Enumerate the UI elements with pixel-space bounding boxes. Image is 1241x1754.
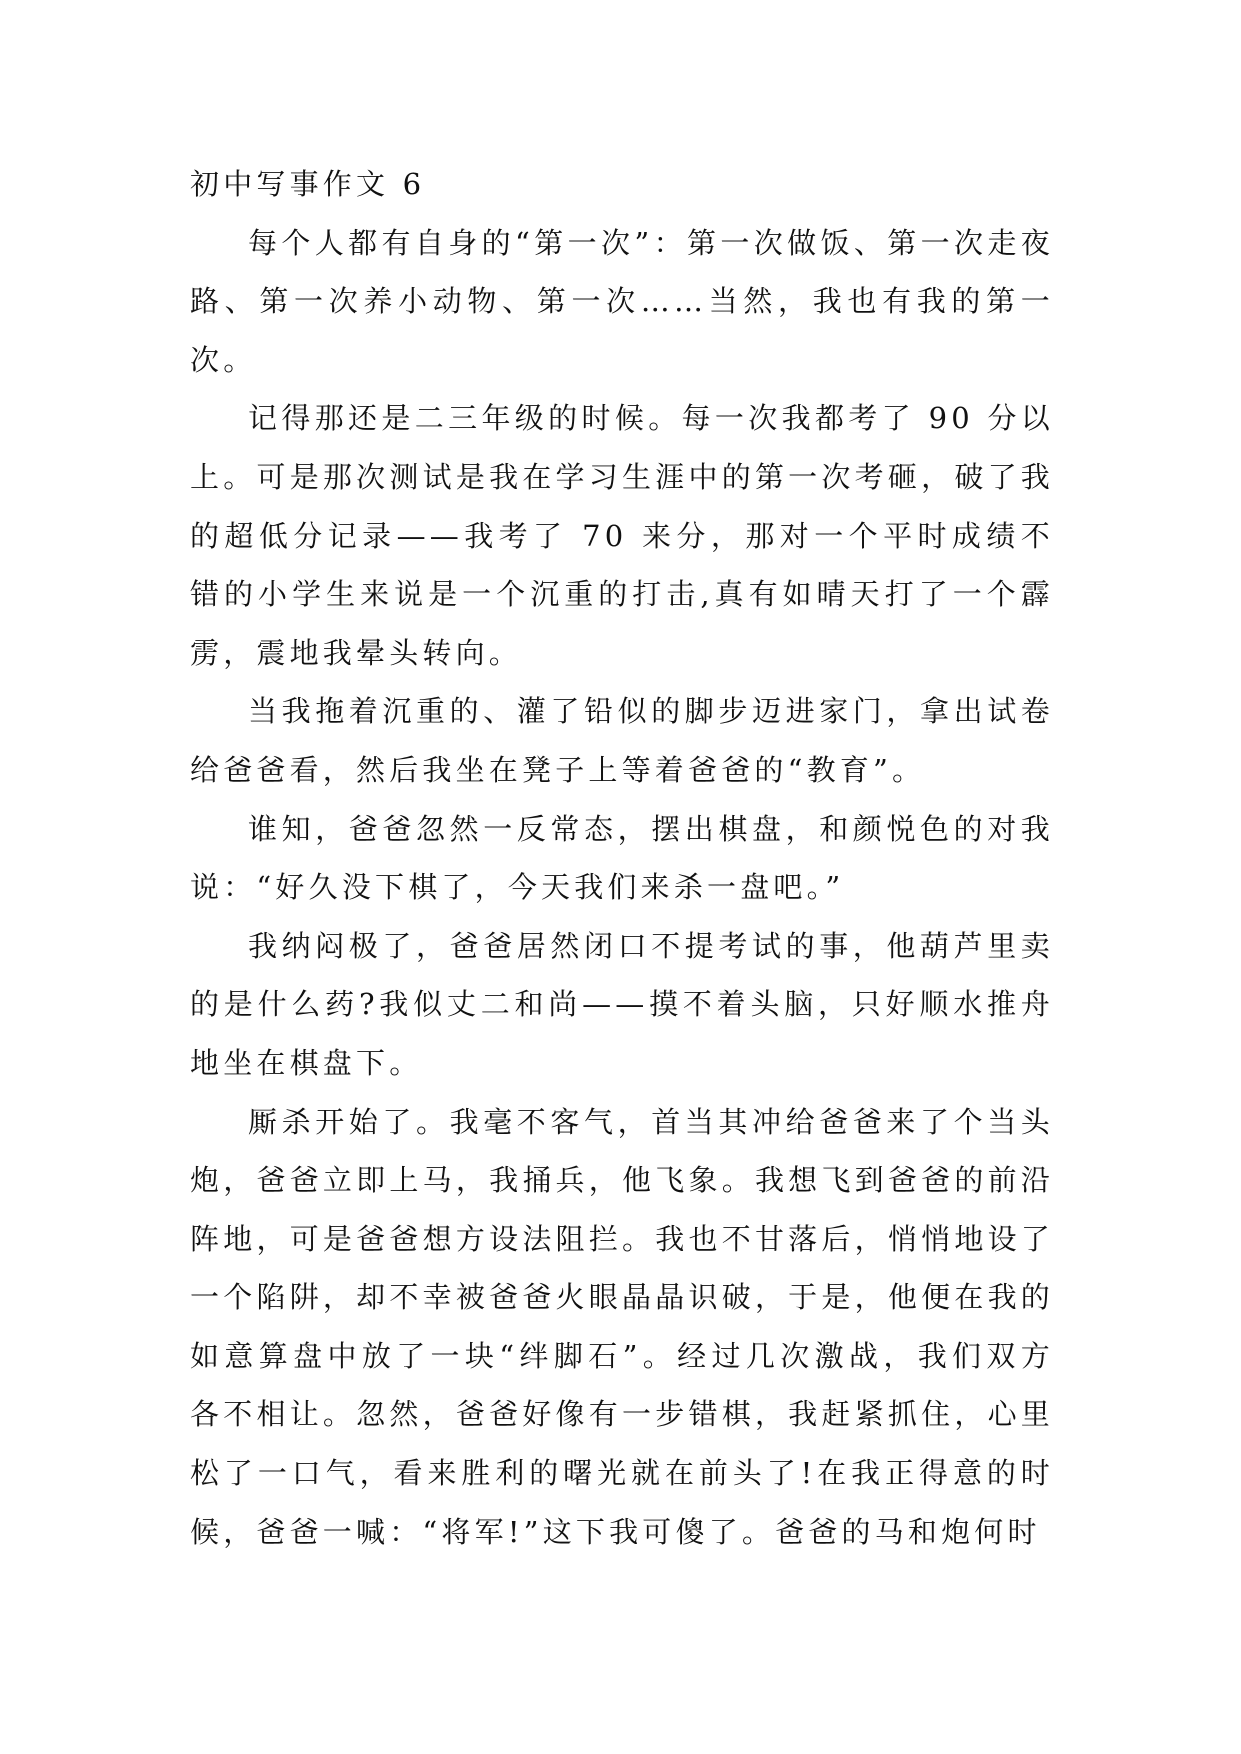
document-title: 初中写事作文 6 [190,167,426,201]
paragraph-2: 记得那还是二三年级的时候。每一次我都考了 90 分以上。可是那次测试是我在学习生涯中的第一次考砸，破了我的超低分记录——我考了 70 来分，那对一个平时成绩不错的小学生来说是一个沉重的打击,真有如晴天打了一个霹雳，震地我晕头转向。 [190,401,1054,670]
paragraph-6: 厮杀开始了。我毫不客气，首当其冲给爸爸来了个当头炮，爸爸立即上马，我捅兵，他飞象。我想飞到爸爸的前沿阵地，可是爸爸想方设法阻拦。我也不甘落后，悄悄地设了一个陷阱，却不幸被爸爸火眼晶晶识破，于是，他便在我的如意算盘中放了一块“绊脚石”。经过几次激战，我们双方各不相让。忽然，爸爸好像有一步错棋，我赶紧抓住，心里松了一口气，看来胜利的曙光就在前头了!在我正得意的时候，爸爸一喊：“将军!”这下我可傻了。爸爸的马和炮何时 [190,1104,1054,1549]
paragraph-1: 每个人都有自身的“第一次”：第一次做饭、第一次走夜路、第一次养小动物、第一次……当然，我也有我的第一次。 [190,225,1054,377]
document-body [190,155,1054,1561]
paragraph-3: 当我拖着沉重的、灌了铅似的脚步迈进家门，拿出试卷给爸爸看，然后我坐在凳子上等着爸爸的“教育”。 [190,694,1054,787]
paragraph-4: 谁知，爸爸忽然一反常态，摆出棋盘，和颜悦色的对我说：“好久没下棋了，今天我们来杀一盘吧。” [190,811,1054,905]
paragraph-5: 我纳闷极了，爸爸居然闭口不提考试的事，他葫芦里卖的是什么药?我似丈二和尚——摸不着头脑，只好顺水推舟地坐在棋盘下。 [190,928,1054,1080]
